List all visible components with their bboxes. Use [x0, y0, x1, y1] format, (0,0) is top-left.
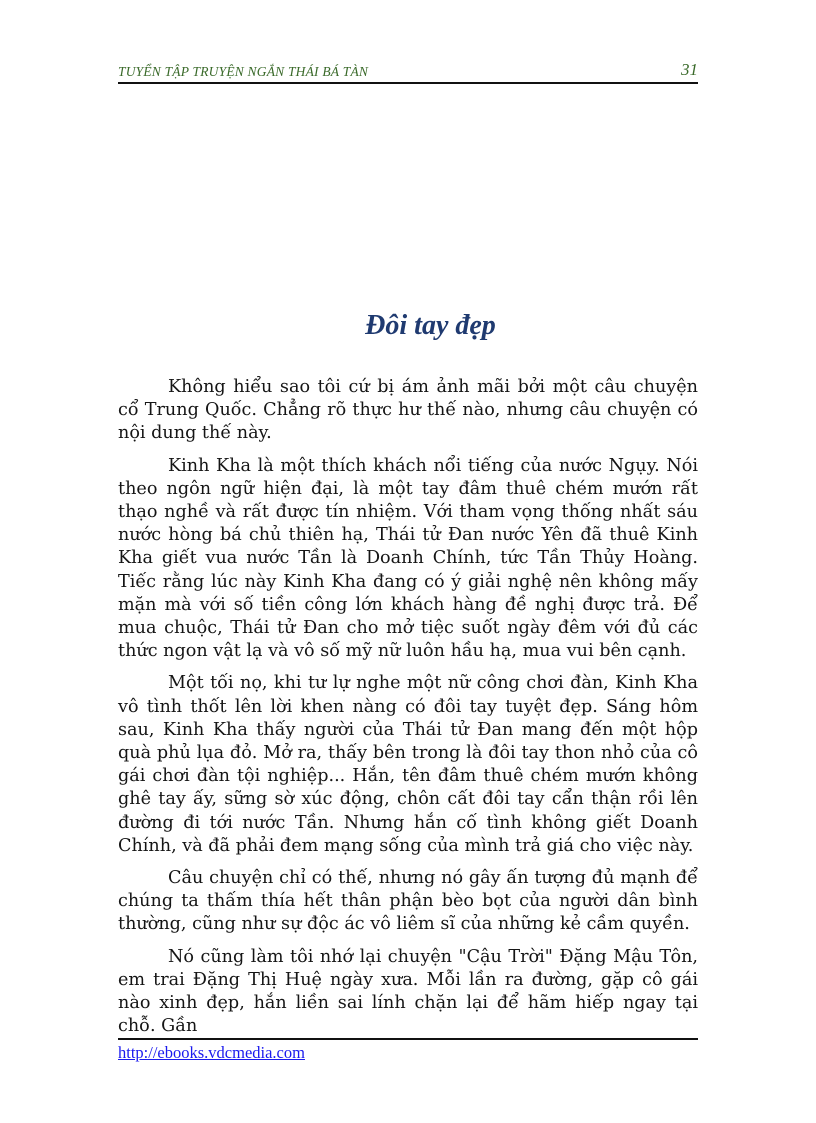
page-header [118, 60, 698, 82]
page-number: 31 [681, 60, 698, 79]
footer-divider [118, 1038, 698, 1040]
paragraph: Không hiểu sao tôi cứ bị ám ảnh mãi bởi một câu chuyện cổ Trung Quốc. Chẳng rõ thực hư thế nào, nhưng câu chuyện có nội dung thế này. [118, 377, 698, 444]
paragraph: Một tối nọ, khi tư lự nghe một nữ công chơi đàn, Kinh Kha vô tình thốt lên lời khen nàng có đôi tay tuyệt đẹp. Sáng hôm sau, Kinh Kha thấy người của Thái tử Đan mang đến một hộp quà phủ lụa đỏ. Mở ra, thấy bên trong là đôi tay thon nhỏ của cô gái chơi đàn tội nghiệp... Hắn, tên đâm thuê chém mướn không ghê tay ấy, sững sờ xúc động, chôn cất đôi tay cẩn thận rồi lên đường đi tới nước Tần. Nhưng hắn cố tình không giết Doanh Chính, và đã phải đem mạng sống của mình trả giá cho việc này. [118, 673, 698, 856]
paragraph: Câu chuyện chỉ có thế, nhưng nó gây ấn tượng đủ mạnh để chúng ta thấm thía hết thân phận bèo bọt của người dân bình thường, cũng như sự độc ác vô liêm sĩ của những kẻ cầm quyền. [118, 868, 698, 935]
header-divider [118, 82, 698, 84]
paragraph: Kinh Kha là một thích khách nổi tiếng của nước Ngụy. Nói theo ngôn ngữ hiện đại, là một tay đâm thuê chém mướn rất thạo nghề và rất được tín nhiệm. Với tham vọng thống nhất sáu nước hòng bá chủ thiên hạ, Thái tử Đan nước Yên đã thuê Kinh Kha giết vua nước Tần là Doanh Chính, tức Tần Thủy Hoàng. Tiếc rằng lúc này Kinh Kha đang có ý giải nghệ nên không mấy mặn mà với số tiền công lớn khách hàng đề nghị được trả. Để mua chuộc, Thái tử Đan cho mở tiệc suốt ngày đêm với đủ các thức ngon vật lạ và vô số mỹ nữ luôn hầu hạ, mua vui bên cạnh. [118, 455, 698, 662]
paragraph: Nó cũng làm tôi nhớ lại chuyện "Cậu Trời" Đặng Mậu Tôn, em trai Đặng Thị Huệ ngày xưa. Mỗi lần ra đường, gặp cô gái nào xinh đẹp, hắn liền sai lính chặn lại để hãm hiếp ngay tại chỗ. Gần [118, 946, 698, 1037]
book-title: TUYỂN TẬP TRUYỆN NGẮN THÁI BÁ TÀN [118, 64, 369, 79]
story-body [118, 376, 698, 1047]
chapter-title: Đôi tay đẹp [365, 310, 496, 341]
ebooks-link[interactable]: http://ebooks.vdcmedia.com [118, 1043, 305, 1062]
